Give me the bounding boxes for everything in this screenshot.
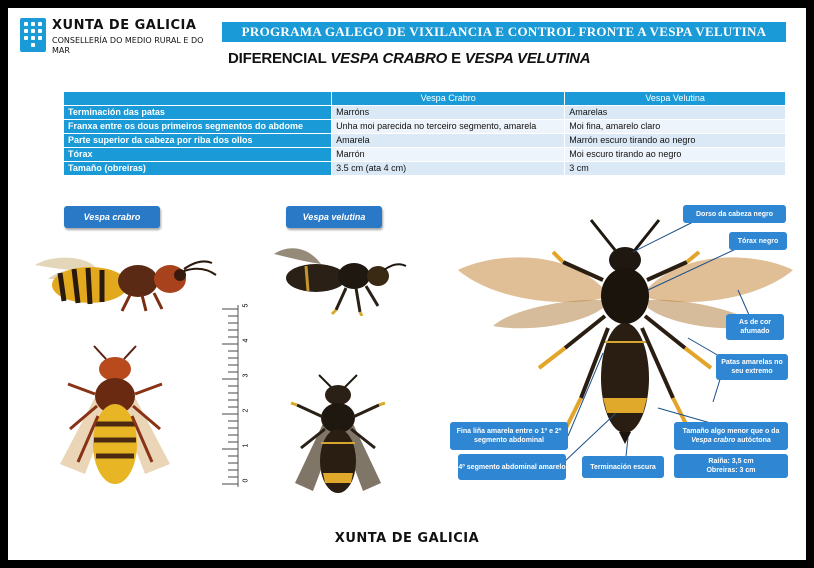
label-vespa-crabro: Vespa crabro xyxy=(64,206,160,228)
size-raina: Raíña: 3,5 cm xyxy=(708,458,754,465)
row-label: Tórax xyxy=(64,148,332,162)
title-species-crabro: VESPA CRABRO xyxy=(330,50,448,67)
cell-crabro: Marróns xyxy=(332,106,565,120)
ruler-tick-label: 5 xyxy=(242,303,250,308)
program-banner: PROGRAMA GALEGO DE VIXILANCIA E CONTROL FRONTE A VESPA VELUTINA xyxy=(222,22,786,42)
cell-velutina: Amarelas xyxy=(565,106,786,120)
ruler-tick-label: 2 xyxy=(242,408,250,413)
tamano-species: Vespa crabro xyxy=(691,437,736,444)
row-label: Terminación das patas xyxy=(64,106,332,120)
row-label: Parte superior da cabeza por riba dos ollos xyxy=(64,134,332,148)
cell-crabro: Unha moi parecida no terceiro segmento, amarela xyxy=(332,120,565,134)
brand-title: XUNTA DE GALICIA xyxy=(52,18,197,33)
title-species-velutina: VESPA VELUTINA xyxy=(464,50,591,67)
header-velutina: Vespa Velutina xyxy=(565,92,786,106)
callout-patas-amarelas: Patas amarelas no seu extremo xyxy=(716,354,788,380)
callout-segmento-4: 4º segmento abdominal amarelo xyxy=(458,454,566,480)
footer-brand: XUNTA DE GALICIA xyxy=(334,531,480,546)
size-obreiras: Obreiras: 3 cm xyxy=(706,467,756,474)
ruler-tick-label: 0 xyxy=(242,478,250,483)
callout-as-afumado: As de cor afumado xyxy=(726,314,784,340)
cell-crabro: 3.5 cm (ata 4 cm) xyxy=(332,162,565,176)
label-vespa-velutina: Vespa velutina xyxy=(286,206,382,228)
ruler-tick-label: 1 xyxy=(242,443,250,448)
callout-terminacion-escura: Terminación escura xyxy=(582,456,664,478)
row-label: Franxa entre os dous primeiros segmentos do abdome xyxy=(64,120,332,134)
header-crabro: Vespa Crabro xyxy=(332,92,565,106)
brand-subtitle: CONSELLERÍA DO MEDIO RURAL E DO MAR xyxy=(52,36,204,55)
poster xyxy=(8,8,806,560)
callout-sizes xyxy=(674,454,788,478)
title-prefix: DIFERENCIAL xyxy=(228,50,327,67)
title-joiner: E xyxy=(451,50,461,67)
callout-fina-lina: Fina liña amarela entre o 1º e 2º segmento abdominal xyxy=(450,422,568,450)
callout-tamano xyxy=(674,422,788,450)
cell-velutina: Moi escuro tirando ao negro xyxy=(565,148,786,162)
callout-torax: Tórax negro xyxy=(729,232,787,250)
tamano-text xyxy=(674,427,788,445)
row-label: Tamaño (obreiras) xyxy=(64,162,332,176)
cell-velutina: 3 cm xyxy=(565,162,786,176)
ruler-tick-label: 3 xyxy=(242,373,250,378)
tamano-prefix: Tamaño algo menor que o da xyxy=(682,428,780,435)
callout-dorso-cabeza: Dorso da cabeza negro xyxy=(683,205,786,223)
cell-crabro: Amarela xyxy=(332,134,565,148)
cell-crabro: Marrón xyxy=(332,148,565,162)
tamano-suffix: autóctona xyxy=(737,437,771,444)
cell-velutina: Moi fina, amarelo claro xyxy=(565,120,786,134)
ruler-tick-label: 4 xyxy=(242,338,250,343)
cell-velutina: Marrón escuro tirando ao negro xyxy=(565,134,786,148)
